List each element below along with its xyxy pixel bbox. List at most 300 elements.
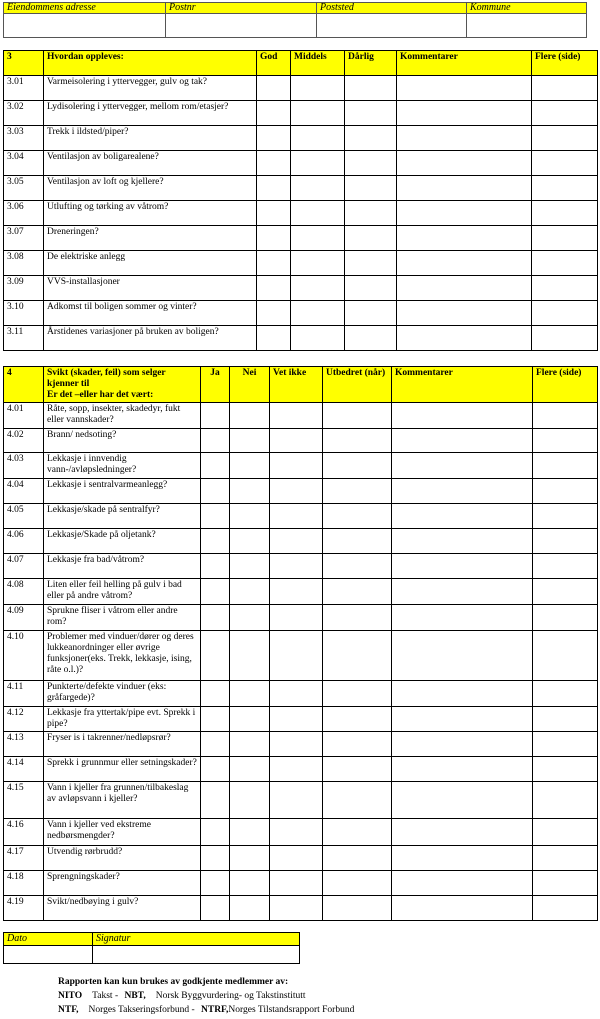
cell-utbedret[interactable] (323, 403, 392, 429)
cell-vet-ikke[interactable] (270, 631, 323, 681)
cell-utbedret[interactable] (323, 554, 392, 579)
cell-kommentarer[interactable] (392, 529, 533, 554)
section-number: 3 (4, 51, 44, 76)
cell-vet-ikke[interactable] (270, 819, 323, 846)
item-question: Utlufting og tørking av våtrom? (44, 201, 257, 226)
cell-nei[interactable] (230, 579, 270, 605)
item-question: Lekkasje/skade på sentralfyr? (44, 504, 201, 529)
item-number: 4.05 (4, 504, 44, 529)
item-question: Lekkasje fra bad/våtrom? (44, 554, 201, 579)
cell-flere[interactable] (533, 529, 598, 554)
table-row (4, 707, 598, 732)
cell-flere[interactable] (533, 757, 598, 782)
item-number: 4.15 (4, 782, 44, 819)
item-number: 4.14 (4, 757, 44, 782)
cell-kommentarer[interactable] (392, 871, 533, 896)
cell-utbedret[interactable] (323, 631, 392, 681)
cell-vet-ikke[interactable] (270, 605, 323, 631)
cell-ja[interactable] (201, 707, 230, 732)
cell-utbedret[interactable] (323, 871, 392, 896)
col-nei: Nei (230, 367, 270, 403)
item-question: Vann i kjeller ved ekstreme nedbørsmengder? (44, 819, 201, 846)
cell-kommentarer[interactable] (392, 504, 533, 529)
cell-nei[interactable] (230, 757, 270, 782)
col-utbedret: Utbedret (når) (323, 367, 392, 403)
cell-flere[interactable] (532, 76, 598, 101)
cell-utbedret[interactable] (323, 453, 392, 479)
table-row (4, 201, 598, 226)
cell-kommentarer[interactable] (397, 201, 532, 226)
ntrf-name: Norges Tilstandsrapport Forbund (228, 1005, 355, 1015)
item-number: 4.11 (4, 681, 44, 707)
cell-vet-ikke[interactable] (270, 707, 323, 732)
item-question: Sprengningskader? (44, 871, 201, 896)
cell-vet-ikke[interactable] (270, 504, 323, 529)
cell-flere[interactable] (532, 251, 598, 276)
cell-ja[interactable] (201, 631, 230, 681)
kommune-header: Kommune (467, 3, 587, 14)
table-row (4, 479, 598, 504)
cell-nei[interactable] (230, 732, 270, 757)
item-number: 4.06 (4, 529, 44, 554)
item-number: 4.17 (4, 846, 44, 871)
cell-god[interactable] (257, 326, 291, 351)
table-row (4, 326, 598, 351)
cell-flere[interactable] (532, 201, 598, 226)
cell-flere[interactable] (532, 101, 598, 126)
item-question: Punkterte/defekte vinduer (eks: gråfargede)? (44, 681, 201, 707)
item-question: Trekk i ildsted/piper? (44, 126, 257, 151)
cell-kommentarer[interactable] (397, 176, 532, 201)
cell-flere[interactable] (533, 579, 598, 605)
cell-middels[interactable] (291, 76, 345, 101)
table-row (4, 126, 598, 151)
item-question: Svikt/nedbøying i gulv? (44, 896, 201, 921)
cell-nei[interactable] (230, 453, 270, 479)
cell-nei[interactable] (230, 707, 270, 732)
table-row (4, 554, 598, 579)
cell-kommentarer[interactable] (397, 326, 532, 351)
cell-god[interactable] (257, 226, 291, 251)
cell-flere[interactable] (533, 871, 598, 896)
table-row (4, 529, 598, 554)
cell-god[interactable] (257, 301, 291, 326)
cell-nei[interactable] (230, 681, 270, 707)
table-row (4, 579, 598, 605)
item-number: 4.01 (4, 403, 44, 429)
col-ja: Ja (201, 367, 230, 403)
cell-flere[interactable] (533, 819, 598, 846)
cell-darlig[interactable] (345, 326, 397, 351)
cell-kommentarer[interactable] (397, 276, 532, 301)
cell-kommentarer[interactable] (392, 554, 533, 579)
cell-vet-ikke[interactable] (270, 429, 323, 453)
col-kommentarer: Kommentarer (397, 51, 532, 76)
cell-flere[interactable] (532, 126, 598, 151)
cell-nei[interactable] (230, 429, 270, 453)
item-number: 4.16 (4, 819, 44, 846)
cell-ja[interactable] (201, 896, 230, 921)
cell-flere[interactable] (532, 276, 598, 301)
cell-darlig[interactable] (345, 276, 397, 301)
cell-flere[interactable] (533, 782, 598, 819)
address-header: Eiendommens adresse (4, 3, 166, 14)
cell-flere[interactable] (532, 326, 598, 351)
cell-vet-ikke[interactable] (270, 846, 323, 871)
item-number: 4.12 (4, 707, 44, 732)
cell-nei[interactable] (230, 554, 270, 579)
cell-darlig[interactable] (345, 176, 397, 201)
cell-vet-ikke[interactable] (270, 529, 323, 554)
cell-kommentarer[interactable] (392, 479, 533, 504)
item-question: Lekkasje/Skade på oljetank? (44, 529, 201, 554)
table-row (4, 819, 598, 846)
footer (58, 975, 358, 1017)
cell-ja[interactable] (201, 429, 230, 453)
item-number: 3.02 (4, 101, 44, 126)
item-question: Varmeisolering i yttervegger, gulv og tak? (44, 76, 257, 101)
cell-kommentarer[interactable] (397, 301, 532, 326)
section-title (44, 367, 201, 403)
cell-nei[interactable] (230, 479, 270, 504)
address-field[interactable] (4, 14, 166, 38)
col-flere: Flere (side) (533, 367, 598, 403)
cell-nei[interactable] (230, 631, 270, 681)
cell-utbedret[interactable] (323, 732, 392, 757)
cell-god[interactable] (257, 101, 291, 126)
col-god: God (257, 51, 291, 76)
cell-kommentarer[interactable] (397, 101, 532, 126)
cell-vet-ikke[interactable] (270, 554, 323, 579)
cell-flere[interactable] (533, 707, 598, 732)
item-question: Råte, sopp, insekter, skadedyr, fukt eller vannskader? (44, 403, 201, 429)
cell-vet-ikke[interactable] (270, 757, 323, 782)
item-number: 3.06 (4, 201, 44, 226)
cell-ja[interactable] (201, 782, 230, 819)
cell-ja[interactable] (201, 453, 230, 479)
item-question: Dreneringen? (44, 226, 257, 251)
table-row (4, 226, 598, 251)
cell-nei[interactable] (230, 605, 270, 631)
poststed-header: Poststed (317, 3, 467, 14)
cell-flere[interactable] (533, 846, 598, 871)
cell-ja[interactable] (201, 819, 230, 846)
cell-darlig[interactable] (345, 301, 397, 326)
item-number: 4.09 (4, 605, 44, 631)
cell-nei[interactable] (230, 504, 270, 529)
cell-kommentarer[interactable] (392, 896, 533, 921)
cell-utbedret[interactable] (323, 846, 392, 871)
cell-flere[interactable] (533, 453, 598, 479)
footer-line-2 (58, 989, 358, 1003)
cell-middels[interactable] (291, 251, 345, 276)
cell-god[interactable] (257, 151, 291, 176)
item-number: 4.13 (4, 732, 44, 757)
cell-utbedret[interactable] (323, 757, 392, 782)
cell-darlig[interactable] (345, 226, 397, 251)
cell-ja[interactable] (201, 732, 230, 757)
cell-ja[interactable] (201, 504, 230, 529)
cell-kommentarer[interactable] (397, 151, 532, 176)
item-question: VVS-installasjoner (44, 276, 257, 301)
signatur-field[interactable] (93, 946, 300, 964)
cell-utbedret[interactable] (323, 479, 392, 504)
cell-flere[interactable] (533, 504, 598, 529)
cell-ja[interactable] (201, 403, 230, 429)
cell-middels[interactable] (291, 101, 345, 126)
table-row (4, 896, 598, 921)
cell-kommentarer[interactable] (392, 846, 533, 871)
table-row (4, 101, 598, 126)
cell-utbedret[interactable] (323, 429, 392, 453)
col-middels: Middels (291, 51, 345, 76)
item-question: Lydisolering i yttervegger, mellom rom/etasjer? (44, 101, 257, 126)
cell-kommentarer[interactable] (392, 707, 533, 732)
table-row (4, 151, 598, 176)
cell-middels[interactable] (291, 276, 345, 301)
item-number: 4.07 (4, 554, 44, 579)
col-flere: Flere (side) (532, 51, 598, 76)
cell-ja[interactable] (201, 757, 230, 782)
cell-utbedret[interactable] (323, 819, 392, 846)
cell-nei[interactable] (230, 871, 270, 896)
cell-flere[interactable] (533, 732, 598, 757)
cell-kommentarer[interactable] (392, 631, 533, 681)
table-row (4, 453, 598, 479)
table-row (4, 681, 598, 707)
col-darlig: Dårlig (345, 51, 397, 76)
table-row (4, 871, 598, 896)
item-question: Lekkasje fra yttertak/pipe evt. Sprekk i pipe? (44, 707, 201, 732)
cell-darlig[interactable] (345, 151, 397, 176)
item-question: De elektriske anlegg (44, 251, 257, 276)
item-question: Sprukne fliser i våtrom eller andre rom? (44, 605, 201, 631)
section-title: Hvordan oppleves: (44, 51, 257, 76)
cell-darlig[interactable] (345, 201, 397, 226)
cell-flere[interactable] (533, 403, 598, 429)
cell-kommentarer[interactable] (392, 819, 533, 846)
cell-vet-ikke[interactable] (270, 479, 323, 504)
item-question: Lekkasje i sentralvarmeanlegg? (44, 479, 201, 504)
cell-flere[interactable] (532, 301, 598, 326)
cell-utbedret[interactable] (323, 504, 392, 529)
item-number: 4.02 (4, 429, 44, 453)
table-row (4, 301, 598, 326)
cell-flere[interactable] (533, 681, 598, 707)
item-question: Sprekk i grunnmur eller setningskader? (44, 757, 201, 782)
cell-middels[interactable] (291, 176, 345, 201)
cell-flere[interactable] (533, 631, 598, 681)
cell-kommentarer[interactable] (397, 76, 532, 101)
item-number: 3.08 (4, 251, 44, 276)
cell-darlig[interactable] (345, 101, 397, 126)
table-row (4, 403, 598, 429)
item-question: Brann/ nedsoting? (44, 429, 201, 453)
cell-nei[interactable] (230, 846, 270, 871)
cell-god[interactable] (257, 126, 291, 151)
cell-vet-ikke[interactable] (270, 681, 323, 707)
cell-kommentarer[interactable] (397, 226, 532, 251)
cell-utbedret[interactable] (323, 579, 392, 605)
cell-middels[interactable] (291, 326, 345, 351)
cell-vet-ikke[interactable] (270, 453, 323, 479)
cell-vet-ikke[interactable] (270, 732, 323, 757)
item-number: 3.07 (4, 226, 44, 251)
item-question: Liten eller feil helling på gulv i bad eller på andre våtrom? (44, 579, 201, 605)
item-number: 4.03 (4, 453, 44, 479)
cell-ja[interactable] (201, 846, 230, 871)
cell-kommentarer[interactable] (392, 757, 533, 782)
cell-god[interactable] (257, 176, 291, 201)
cell-utbedret[interactable] (323, 896, 392, 921)
item-question: Ventilasjon av boligarealene? (44, 151, 257, 176)
takst-label: Takst - (92, 991, 119, 1001)
nbt-name: Norsk Byggvurdering- og Takstinstitutt (155, 991, 306, 1001)
poststed-field[interactable] (317, 14, 467, 38)
cell-nei[interactable] (230, 403, 270, 429)
cell-utbedret[interactable] (323, 529, 392, 554)
property-address-table (3, 2, 587, 38)
cell-utbedret[interactable] (323, 782, 392, 819)
item-number: 3.03 (4, 126, 44, 151)
col-kommentarer: Kommentarer (392, 367, 533, 403)
dato-header: Dato (4, 933, 93, 946)
item-question: Utvendig rørbrudd? (44, 846, 201, 871)
table-row (4, 176, 598, 201)
item-number: 4.18 (4, 871, 44, 896)
cell-darlig[interactable] (345, 76, 397, 101)
table-row (4, 76, 598, 101)
table-row (4, 782, 598, 819)
item-number: 3.10 (4, 301, 44, 326)
cell-ja[interactable] (201, 681, 230, 707)
section-4-table (3, 366, 598, 921)
footer-notice: Rapporten kan kun brukes av godkjente medlemmer av: (58, 977, 289, 987)
item-question: Årstidenes variasjoner på bruken av boligen? (44, 326, 257, 351)
col-vet-ikke: Vet ikke (270, 367, 323, 403)
cell-darlig[interactable] (345, 126, 397, 151)
table-row (4, 846, 598, 871)
postnr-header: Postnr (166, 3, 317, 14)
cell-nei[interactable] (230, 819, 270, 846)
cell-middels[interactable] (291, 151, 345, 176)
cell-flere[interactable] (533, 605, 598, 631)
cell-kommentarer[interactable] (392, 782, 533, 819)
cell-kommentarer[interactable] (392, 605, 533, 631)
cell-ja[interactable] (201, 529, 230, 554)
cell-vet-ikke[interactable] (270, 896, 323, 921)
cell-middels[interactable] (291, 226, 345, 251)
table-row (4, 251, 598, 276)
cell-vet-ikke[interactable] (270, 579, 323, 605)
table-row (4, 605, 598, 631)
cell-god[interactable] (257, 276, 291, 301)
footer-line-3 (58, 1003, 358, 1017)
cell-middels[interactable] (291, 301, 345, 326)
section-title-line1: Svikt (skader, feil) som selger kjenner til (47, 368, 166, 389)
cell-ja[interactable] (201, 579, 230, 605)
cell-ja[interactable] (201, 554, 230, 579)
cell-kommentarer[interactable] (392, 429, 533, 453)
signature-table (3, 932, 300, 964)
item-number: 4.08 (4, 579, 44, 605)
table-row (4, 631, 598, 681)
cell-utbedret[interactable] (323, 707, 392, 732)
cell-ja[interactable] (201, 479, 230, 504)
item-question: Adkomst til boligen sommer og vinter? (44, 301, 257, 326)
item-question: Ventilasjon av loft og kjellere? (44, 176, 257, 201)
cell-nei[interactable] (230, 529, 270, 554)
table-row (4, 504, 598, 529)
cell-utbedret[interactable] (323, 681, 392, 707)
ntf-label: NTF, (58, 1005, 79, 1015)
cell-nei[interactable] (230, 782, 270, 819)
cell-kommentarer[interactable] (397, 251, 532, 276)
cell-ja[interactable] (201, 871, 230, 896)
cell-god[interactable] (257, 76, 291, 101)
item-number: 3.01 (4, 76, 44, 101)
cell-middels[interactable] (291, 201, 345, 226)
item-number: 3.09 (4, 276, 44, 301)
dato-field[interactable] (4, 946, 93, 964)
cell-kommentarer[interactable] (397, 126, 532, 151)
ntrf-label: NTRF, (201, 1005, 229, 1015)
table-row (4, 732, 598, 757)
cell-kommentarer[interactable] (392, 453, 533, 479)
item-number: 4.10 (4, 631, 44, 681)
item-question: Fryser is i takrenner/nedløpsrør? (44, 732, 201, 757)
table-row (4, 757, 598, 782)
cell-kommentarer[interactable] (392, 403, 533, 429)
cell-flere[interactable] (532, 151, 598, 176)
cell-flere[interactable] (532, 226, 598, 251)
cell-kommentarer[interactable] (392, 579, 533, 605)
cell-vet-ikke[interactable] (270, 782, 323, 819)
nito-label: NITO (58, 991, 83, 1001)
cell-vet-ikke[interactable] (270, 871, 323, 896)
item-number: 3.04 (4, 151, 44, 176)
kommune-field[interactable] (467, 14, 587, 38)
section-title-line2: Er det –eller har det vært: (47, 390, 154, 400)
postnr-field[interactable] (166, 14, 317, 38)
cell-middels[interactable] (291, 126, 345, 151)
section-number: 4 (4, 367, 44, 403)
ntf-name: Norges Takseringsforbund - (88, 1005, 195, 1015)
cell-utbedret[interactable] (323, 605, 392, 631)
item-question: Lekkasje i innvendig vann-/avløpsledninger? (44, 453, 201, 479)
cell-vet-ikke[interactable] (270, 403, 323, 429)
cell-flere[interactable] (533, 896, 598, 921)
cell-ja[interactable] (201, 605, 230, 631)
cell-flere[interactable] (533, 429, 598, 453)
item-number: 3.05 (4, 176, 44, 201)
item-number: 4.19 (4, 896, 44, 921)
cell-flere[interactable] (533, 479, 598, 504)
cell-flere[interactable] (532, 176, 598, 201)
cell-god[interactable] (257, 251, 291, 276)
cell-flere[interactable] (533, 554, 598, 579)
item-number: 4.04 (4, 479, 44, 504)
signatur-header: Signatur (93, 933, 300, 946)
item-question: Problemer med vinduer/dører og deres lukkeanordninger eller øvrige funksjoner(eks. Trekk, lekkasje, ising, råte o.l.)? (44, 631, 201, 681)
cell-kommentarer[interactable] (392, 732, 533, 757)
table-row (4, 429, 598, 453)
cell-nei[interactable] (230, 896, 270, 921)
cell-darlig[interactable] (345, 251, 397, 276)
table-row (4, 276, 598, 301)
cell-kommentarer[interactable] (392, 681, 533, 707)
cell-god[interactable] (257, 201, 291, 226)
